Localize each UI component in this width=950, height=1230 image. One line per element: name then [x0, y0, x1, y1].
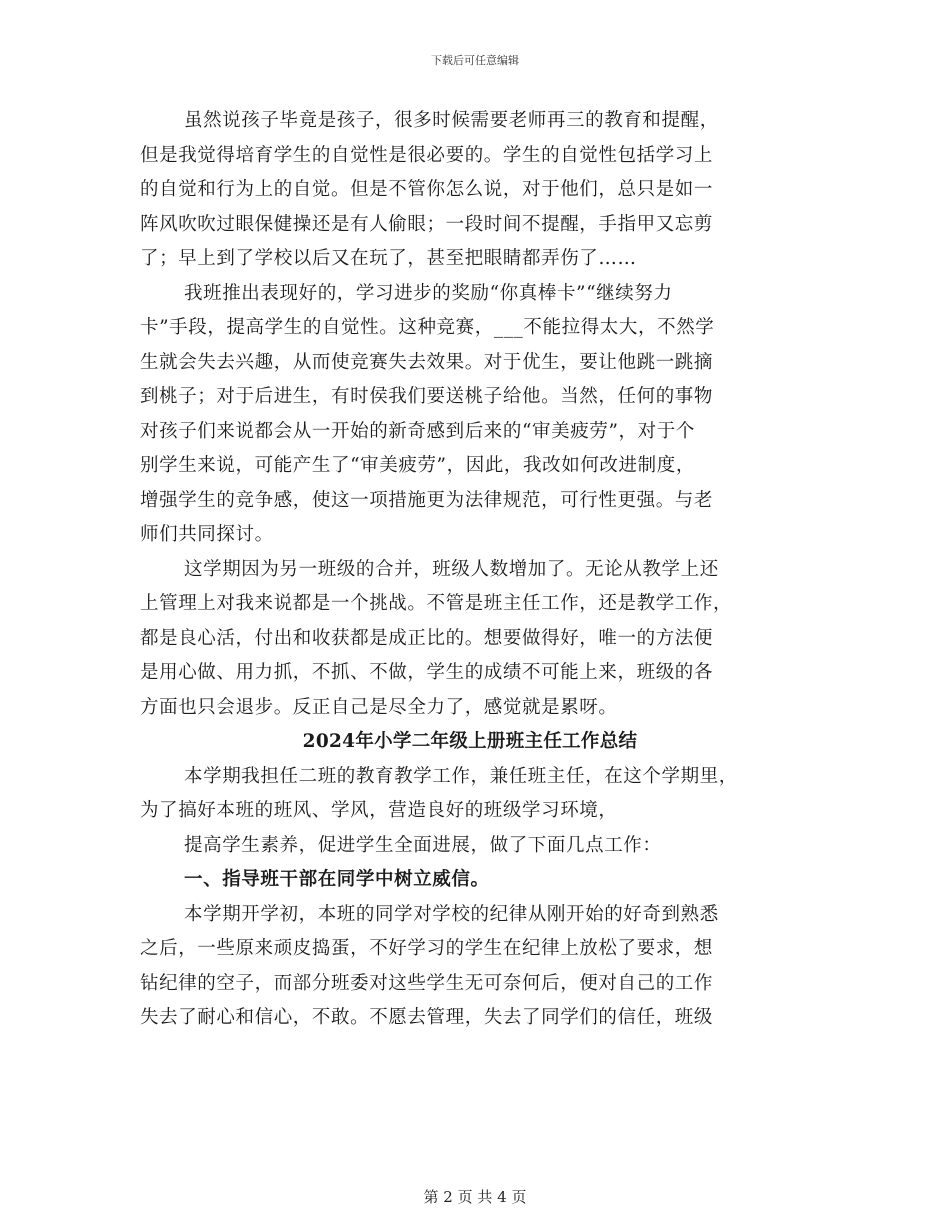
text-line: 上管理上对我来说都是一个挑战。不管是班主任工作，还是教学工作，	[140, 593, 733, 614]
text-line: 师们共同探讨。	[140, 524, 274, 545]
text-line: 生就会失去兴趣，从而使竞赛失去效果。对于优生，要让他跳一跳摘	[140, 351, 714, 373]
text-line: 为了搞好本班的班风、学风，营造良好的班级学习环境，	[140, 800, 618, 821]
page-footer: 第 2 页 共 4 页	[423, 1188, 527, 1206]
text-line: 虽然说孩子毕竟是孩子，很多时候需要老师再三的教育和提醒，	[184, 110, 719, 131]
text-line: 之后，一些原来顽皮捣蛋，不好学习的学生在纪律上放松了要求，想	[140, 938, 714, 959]
text-line: 增强学生的竞争感，使这一项措施更为法律规范，可行性更强。与老	[140, 489, 714, 511]
document-body	[140, 104, 800, 1036]
text-line: 阵风吹吹过眼保健操还是有人偷眼；一段时间不提醒，手指甲又忘剪	[140, 213, 714, 235]
text-line: 别学生来说，可能产生了“审美疲劳”，因此，我改如何改进制度，	[140, 455, 695, 476]
text-line: 提高学生素养，促进学生全面进展，做了下面几点工作：	[184, 834, 662, 856]
text-line: 失去了耐心和信心，不敢。不愿去管理，失去了同学们的信任，班级	[140, 1007, 714, 1028]
section-title: 2024年小学二年级上册班主任工作总结	[302, 731, 638, 752]
text-line: 卡”手段，提高学生的自觉性。这种竞赛，___不能拉得太大，不然学	[140, 317, 715, 338]
text-line: 钻纪律的空子，而部分班委对这些学生无可奈何后，便对自己的工作	[140, 972, 714, 994]
text-line: 了；早上到了学校以后又在玩了，甚至把眼睛都弄伤了……	[140, 248, 637, 269]
text-line: 这学期因为另一班级的合并，班级人数增加了。无论从教学上还	[184, 558, 719, 580]
text-line: 的自觉和行为上的自觉。但是不管你怎么说，对于他们，总只是如一	[140, 179, 714, 200]
text-line: 本学期我担任二班的教育教学工作，兼任班主任，在这个学期里，	[184, 765, 738, 787]
text-line: 但是我觉得培育学生的自觉性是很必要的。学生的自觉性包括学习上	[140, 144, 714, 166]
page-header: 下载后可任意编辑	[431, 54, 519, 67]
text-line: 我班推出表现好的，学习进步的奖励“你真棒卡”“继续努力	[184, 282, 673, 304]
text-line: 方面也只会退步。反正自己是尽全力了，感觉就是累呀。	[140, 696, 618, 718]
text-line: 都是良心活，付出和收获都是成正比的。想要做得好，唯一的方法便	[140, 627, 714, 649]
text-line: 对孩子们来说都会从一开始的新奇感到后来的“审美疲劳”，对于个	[140, 420, 695, 442]
section-heading: 一、指导班干部在同学中树立威信。	[184, 869, 490, 890]
text-line: 本学期开学初，本班的同学对学校的纪律从刚开始的好奇到熟悉	[184, 903, 719, 925]
text-line: 是用心做、用力抓，不抓、不做，学生的成绩不可能上来，班级的各	[140, 662, 714, 683]
text-line: 到桃子；对于后进生，有时侯我们要送桃子给他。当然，任何的事物	[140, 386, 714, 407]
